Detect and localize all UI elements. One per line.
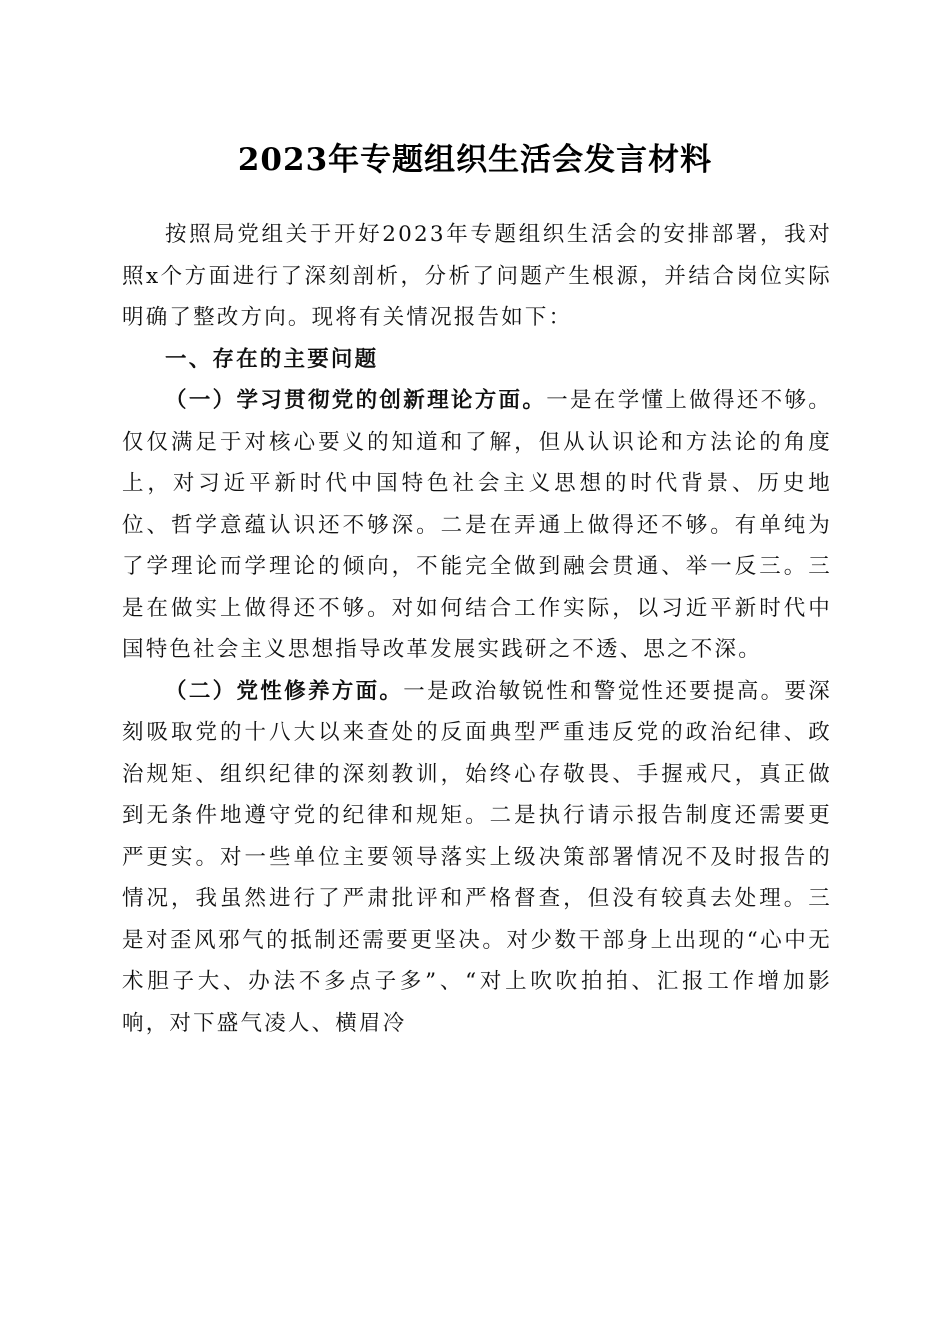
- document-body: [122, 214, 832, 1044]
- paragraph-party-spirit: [122, 671, 832, 1045]
- intro-paragraph: 按照局党组关于开好2023年专题组织生活会的安排部署，我对照x个方面进行了深刻剖析，分析了问题产生根源，并结合岗位实际明确了整改方向。现将有关情况报告如下：: [122, 222, 832, 330]
- paragraph-theory-study: [122, 380, 832, 671]
- section-heading-problems: 一、存在的主要问题: [165, 346, 379, 372]
- paragraph-theory-study-text: 一是在学懂上做得还不够。仅仅满足于对核心要义的知道和了解，但从认识论和方法论的角度上，对习近平新时代中国特色社会主义思想的时代背景、历史地位、哲学意蕴认识还不够深。二是在弄通上做得还不够。有单纯为了学理论而学理论的倾向，不能完全做到融会贯通、举一反三。三是在做实上做得还不够。对如何结合工作实际，以习近平新时代中国特色社会主义思想指导改革发展实践研之不透、思之不深。: [122, 388, 833, 662]
- paragraph-party-spirit-text: 一是政治敏锐性和警觉性还要提高。要深刻吸取党的十八大以来查处的反面典型严重违反党的政治纪律、政治规矩、组织纪律的深刻教训，始终心存敬畏、手握戒尺，真正做到无条件地遵守党的纪律和规矩。二是执行请示报告制度还需要更严更实。对一些单位主要领导落实上级决策部署情况不及时报告的情况，我虽然进行了严肃批评和严格督查，但没有较真去处理。三是对歪风邪气的抵制还需要更坚决。对少数干部身上出现的“心中无术胆子大、办法不多点子多”、“对上吹吹拍拍、汇报工作增加影响，对下盛气凌人、横眉冷: [122, 678, 832, 1036]
- subheading-party-spirit: （二）党性修养方面。: [165, 678, 404, 704]
- subheading-theory-study: （一）学习贯彻党的创新理论方面。: [165, 388, 547, 413]
- document-title: 2023年专题组织生活会发言材料: [237, 142, 713, 178]
